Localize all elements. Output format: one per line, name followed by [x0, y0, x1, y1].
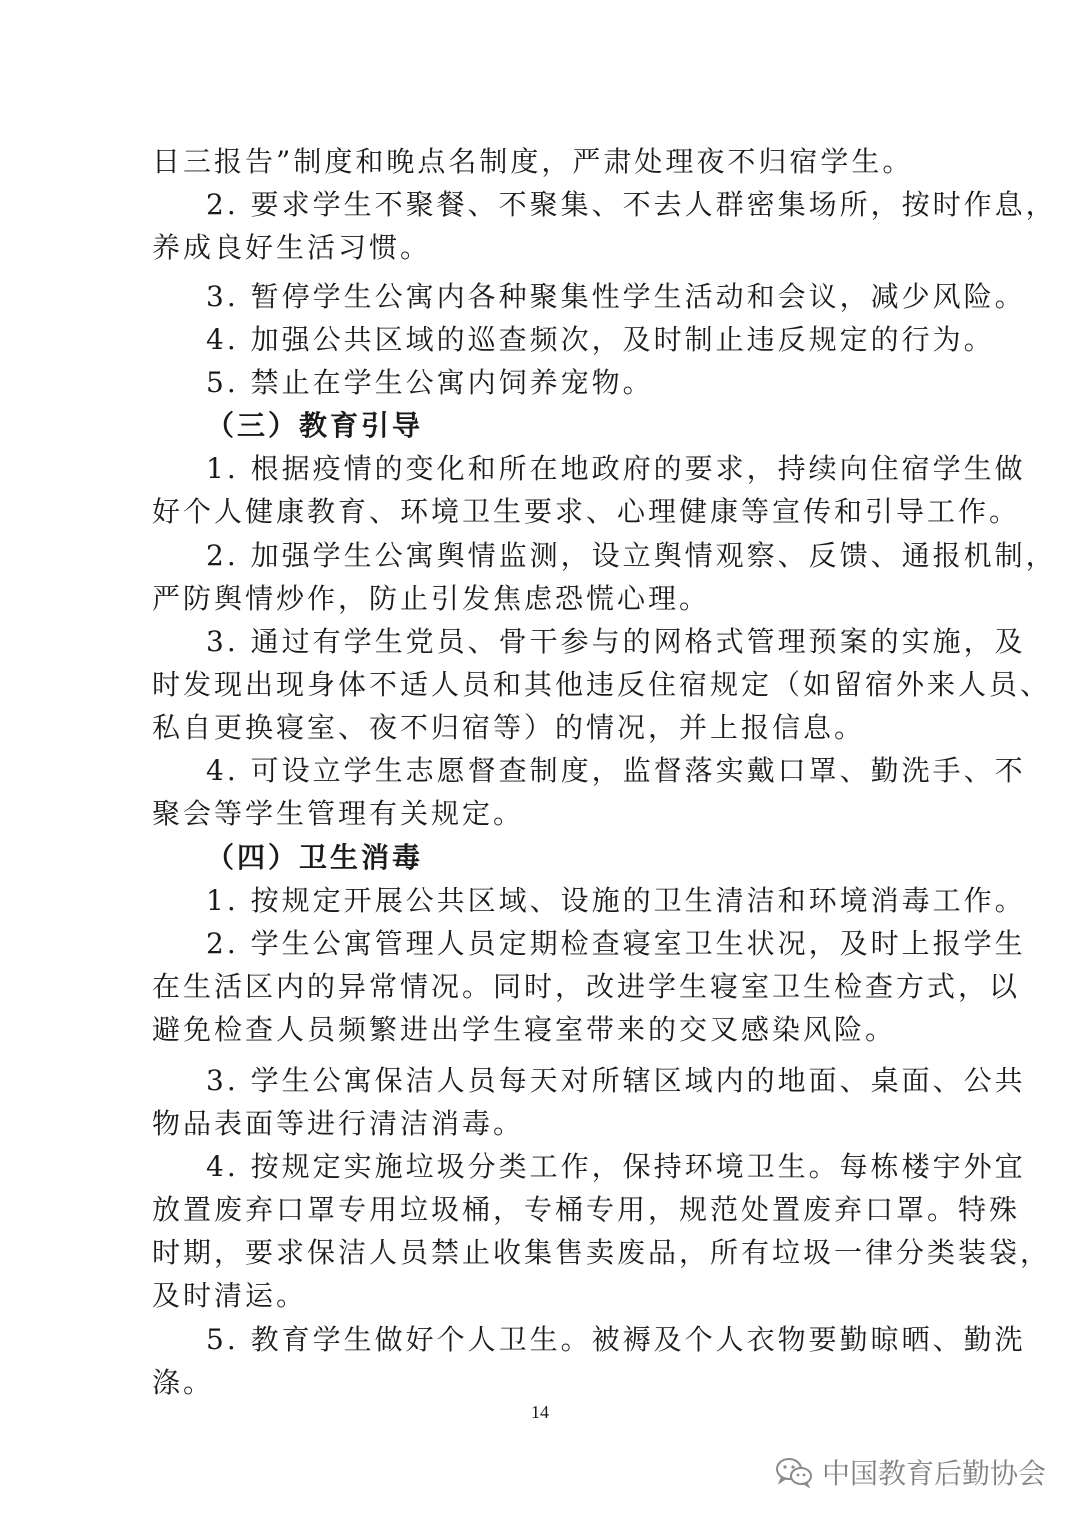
text-line: 物品表面等进行清洁消毒。 — [152, 1107, 525, 1140]
text-line: 时期，要求保洁人员禁止收集售卖废品，所有垃圾一律分类装袋， — [152, 1236, 1052, 1269]
text-line: 3. 学生公寓保洁人员每天对所辖区域内的地面、桌面、公共 — [206, 1064, 1026, 1097]
text-line: 时发现出现身体不适人员和其他违反住宿规定（如留宿外来人员、 — [152, 668, 1052, 701]
text-line: 及时清运。 — [152, 1279, 308, 1312]
page-number: 14 — [531, 1402, 549, 1422]
text-line: 好个人健康教育、环境卫生要求、心理健康等宣传和引导工作。 — [152, 495, 1021, 528]
text-line: 涤。 — [152, 1366, 215, 1399]
wechat-icon — [774, 1456, 814, 1488]
watermark-text: 中国教育后勤协会 — [821, 1457, 1046, 1490]
text-line: 2. 学生公寓管理人员定期检查寝室卫生状况，及时上报学生 — [206, 927, 1026, 960]
text-line: 1. 根据疫情的变化和所在地政府的要求，持续向住宿学生做 — [206, 452, 1026, 485]
text-line: 5. 禁止在学生公寓内饲养宠物。 — [206, 366, 654, 399]
watermark — [774, 1452, 1046, 1492]
text-line: 3. 暂停学生公寓内各种聚集性学生活动和会议，减少风险。 — [206, 280, 1026, 313]
text-line: 3. 通过有学生党员、骨干参与的网格式管理预案的实施，及 — [206, 625, 1026, 658]
text-line: 2. 要求学生不聚餐、不聚集、不去人群密集场所，按时作息， — [206, 188, 1057, 221]
text-line: 1. 按规定开展公共区域、设施的卫生清洁和环境消毒工作。 — [206, 884, 1026, 917]
text-line: 日三报告”制度和晚点名制度，严肃处理夜不归宿学生。 — [152, 145, 914, 178]
text-line: 4. 可设立学生志愿督查制度，监督落实戴口罩、勤洗手、不 — [206, 754, 1026, 787]
text-line: 养成良好生活习惯。 — [152, 231, 432, 264]
text-line: 严防舆情炒作，防止引发焦虑恐慌心理。 — [152, 582, 711, 615]
text-line: 4. 按规定实施垃圾分类工作，保持环境卫生。每栋楼宇外宜 — [206, 1150, 1026, 1183]
text-line: 私自更换寝室、夜不归宿等）的情况，并上报信息。 — [152, 711, 866, 744]
text-line: 聚会等学生管理有关规定。 — [152, 797, 525, 830]
text-line: 在生活区内的异常情况。同时，改进学生寝室卫生检查方式，以 — [152, 970, 1021, 1003]
section-heading: （三）教育引导 — [206, 409, 424, 442]
section-heading: （四）卫生消毒 — [206, 841, 424, 874]
text-line: 2. 加强学生公寓舆情监测，设立舆情观察、反馈、通报机制， — [206, 539, 1057, 572]
text-line: 5. 教育学生做好个人卫生。被褥及个人衣物要勤晾晒、勤洗 — [206, 1323, 1026, 1356]
text-line: 避免检查人员频繁进出学生寝室带来的交叉感染风险。 — [152, 1013, 897, 1046]
text-line: 放置废弃口罩专用垃圾桶，专桶专用，规范处置废弃口罩。特殊 — [152, 1193, 1021, 1226]
text-line: 4. 加强公共区域的巡查频次，及时制止违反规定的行为。 — [206, 323, 995, 356]
